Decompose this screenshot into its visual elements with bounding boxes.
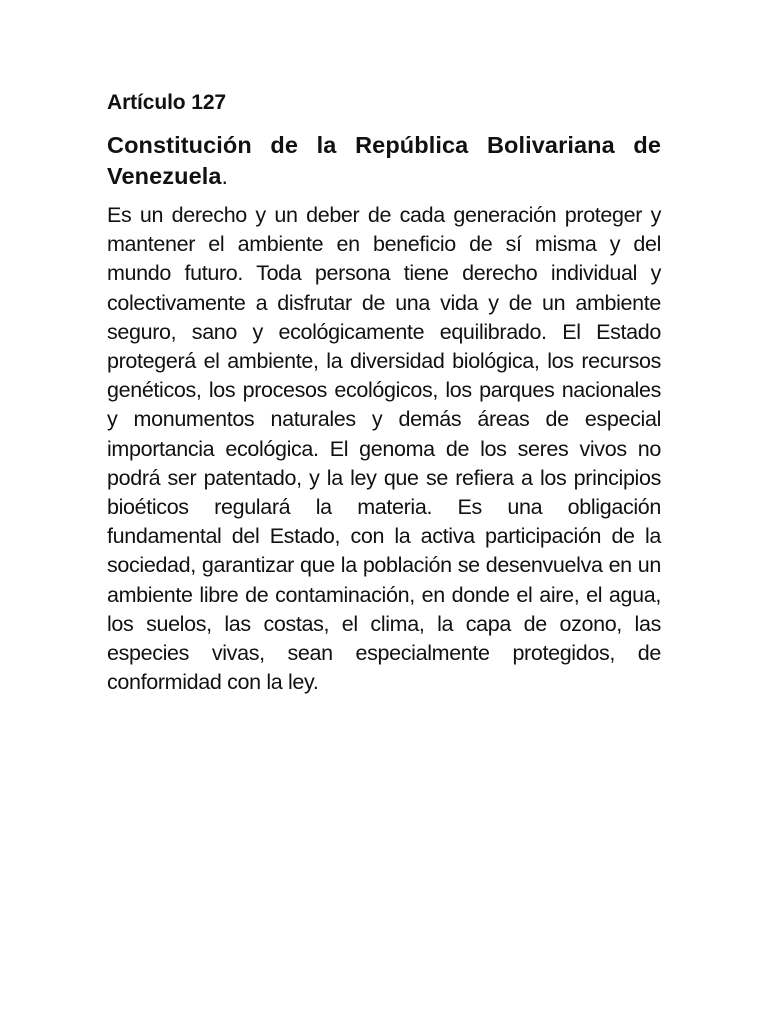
document-page — [107, 88, 661, 697]
document-title-text: Constitución de la República Bolivariana de Venezuela — [107, 132, 661, 189]
document-title-period: . — [221, 163, 229, 189]
article-number-heading: Artículo 127 — [107, 91, 227, 114]
article-body-text: Es un derecho y un deber de cada generación proteger y mantener el ambiente en beneficio de sí misma y del mundo futuro. Toda persona tiene derecho individual y colectivamente a disfrutar de una vida y de un ambiente seguro, sano y ecológicamente equilibrado. El Estado protegerá el ambiente, la diversidad biológica, los recursos genéticos, los procesos ecológicos, los parques nacionales y monumentos naturales y demás áreas de especial importancia ecológica. El genoma de los seres vivos no podrá ser patentado, y la ley que se refiera a los principios bioéticos regulará la materia. Es una obligación fundamental del Estado, con la activa participación de la sociedad, garantizar que la población se desenvuelva en un ambiente libre de contaminación, en donde el aire, el agua, los suelos, las costas, el clima, la capa de ozono, las especies vivas, sean especialmente protegidos, de conformidad con la ley. — [107, 203, 661, 695]
document-title — [107, 130, 661, 192]
